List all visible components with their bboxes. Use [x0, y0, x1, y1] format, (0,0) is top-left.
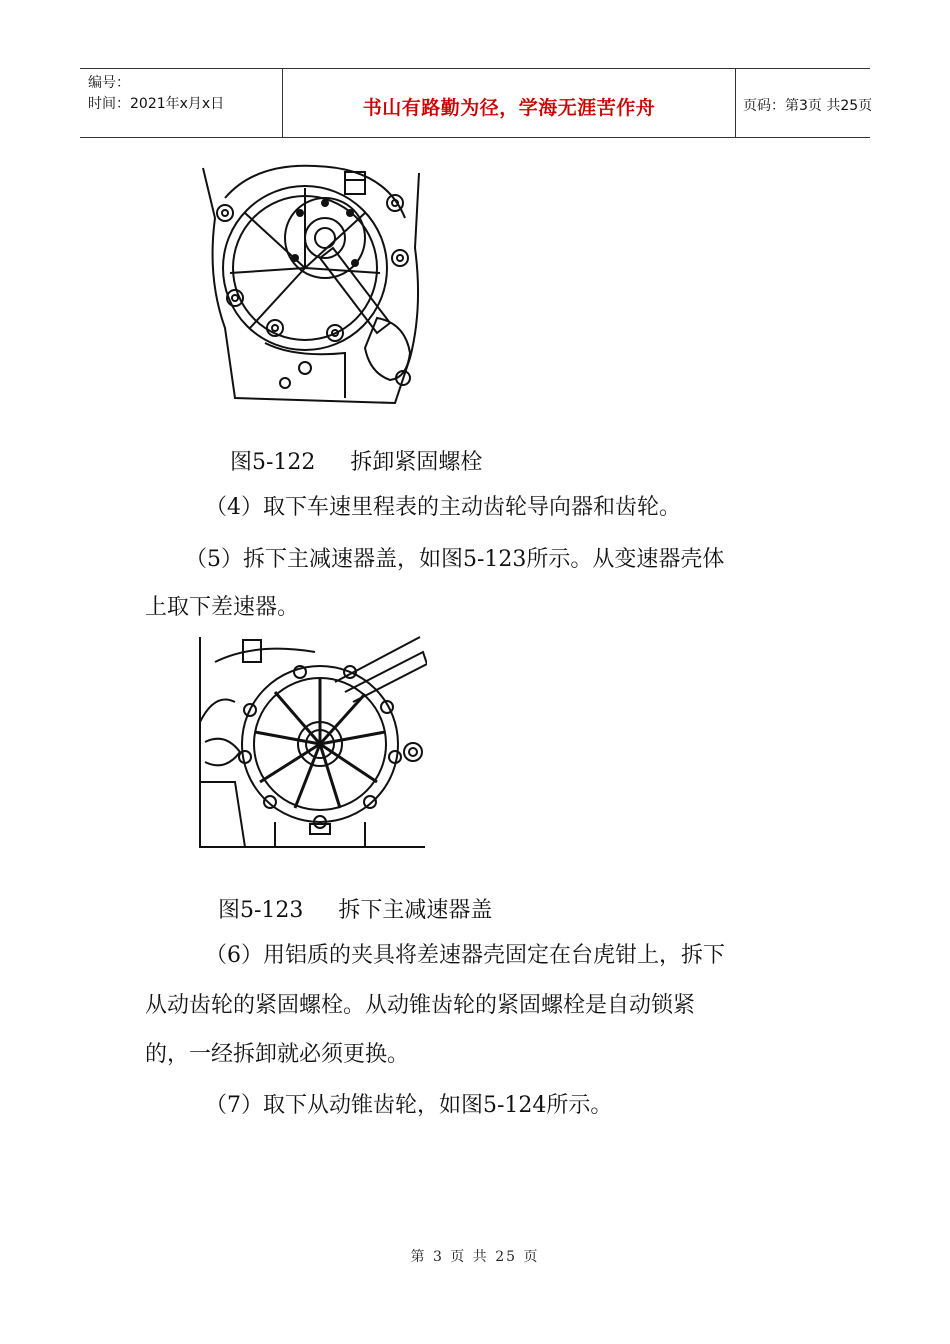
paragraph: （6）用铝质的夹具将差速器壳固定在台虎钳上，拆下 [205, 943, 725, 968]
header-page-cell [735, 69, 873, 137]
time-label: 时间：2021年x月x日 [88, 96, 225, 112]
paragraph: （5）拆下主减速器盖，如图5-123所示。从变速器壳体 [185, 547, 725, 572]
page-footer: 第 3 页 共 25 页 [410, 1249, 540, 1265]
figure-caption: 图5-122 拆卸紧固螺栓 [230, 450, 483, 475]
page-header [80, 68, 873, 138]
motto-text: 书山有路勤为径，学海无涯苦作舟 [362, 97, 656, 119]
paragraph: 的，一经拆卸就必须更换。 [145, 1042, 410, 1067]
header-motto-cell [282, 69, 736, 137]
figure-5-122-illustration [195, 158, 427, 408]
page-info: 页码：第3页 共25页 [743, 98, 873, 114]
figure-5-123-illustration [195, 632, 427, 854]
paragraph: 从动齿轮的紧固螺栓。从动锥齿轮的紧固螺栓是自动锁紧 [145, 993, 696, 1018]
code-label: 编号： [88, 75, 130, 91]
paragraph: （4）取下车速里程表的主动齿轮导向器和齿轮。 [205, 495, 681, 520]
paragraph: 上取下差速器。 [145, 595, 300, 620]
header-meta-cell [80, 69, 282, 137]
paragraph: （7）取下从动锥齿轮，如图5-124所示。 [205, 1093, 613, 1118]
figure-caption: 图5-123 拆下主减速器盖 [218, 898, 493, 923]
